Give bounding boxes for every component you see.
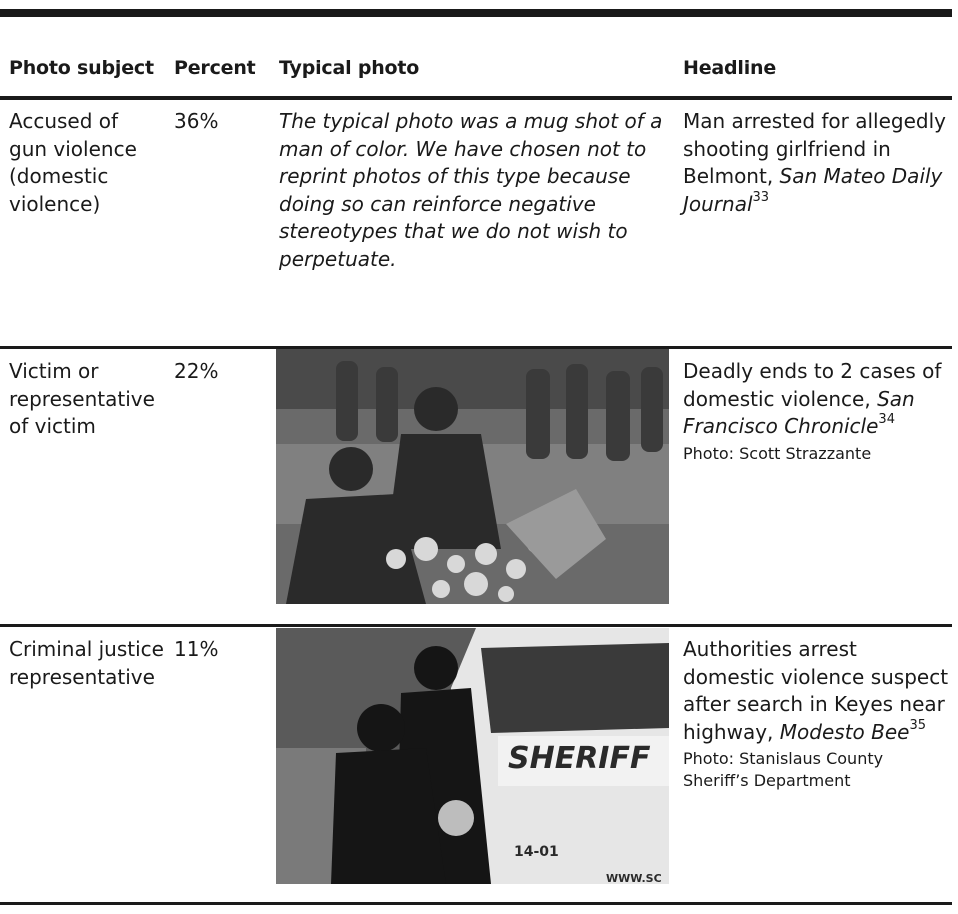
row2-rule: [0, 624, 952, 627]
row1-headline: [683, 108, 953, 218]
memorial-vigil-photo-icon: [276, 349, 669, 604]
bottom-rule: [0, 902, 952, 905]
row2-footnote: 34: [878, 412, 895, 428]
unit-url-label: WWW.SC: [606, 872, 662, 884]
row2-photo-credit: Photo: Scott Strazzante: [683, 443, 872, 463]
row2-subject: Victim or representative of victim: [9, 359, 155, 438]
row2-percent: 22%: [174, 359, 219, 383]
header-typical-photo: Typical photo: [279, 57, 420, 79]
row3-percent: 11%: [174, 637, 219, 661]
row3-source: Modesto Bee: [779, 719, 910, 744]
row1-percent: 36%: [174, 109, 219, 133]
row1-source: San Mateo Daily Journal: [683, 164, 943, 216]
top-rule: [0, 9, 952, 17]
row3-headline-text: Authorities arrest domestic violence suspect after search in Keyes near highway,: [683, 637, 949, 744]
row1-headline-text: Man arrested for allegedly shooting girlfriend in Belmont,: [683, 109, 946, 188]
row1-typical-photo-note: The typical photo was a mug shot of a man of color. We have chosen not to reprint photos of this type because doing so can reinforce negative stereotypes that we do not wish to perpetuate.: [279, 109, 663, 271]
header-photo-subject: Photo subject: [9, 57, 154, 79]
row3-subject: Criminal justice representative: [9, 637, 164, 689]
row3-headline: [683, 636, 953, 792]
header-percent: Percent: [174, 57, 256, 79]
row3-footnote: 35: [909, 717, 927, 733]
row1-footnote: 33: [752, 189, 770, 205]
row1-subject: Accused of gun violence (domestic violence): [9, 109, 137, 216]
sheriff-arrest-photo-icon: [276, 628, 669, 884]
memorial-vigil-photo: [276, 349, 669, 604]
row2-source: San Francisco Chronicle: [683, 386, 915, 438]
unit-number-label: 14-01: [514, 844, 559, 860]
header-headline: Headline: [683, 57, 777, 79]
row2-headline: [683, 358, 953, 465]
row2-headline-text: Deadly ends to 2 cases of domestic violence,: [683, 359, 942, 411]
row3-photo-credit: Photo: Stanislaus County Sheriff’s Department: [683, 749, 884, 790]
header-rule: [0, 96, 952, 100]
sheriff-label: SHERIFF: [508, 741, 651, 776]
sheriff-arrest-photo: [276, 628, 669, 884]
